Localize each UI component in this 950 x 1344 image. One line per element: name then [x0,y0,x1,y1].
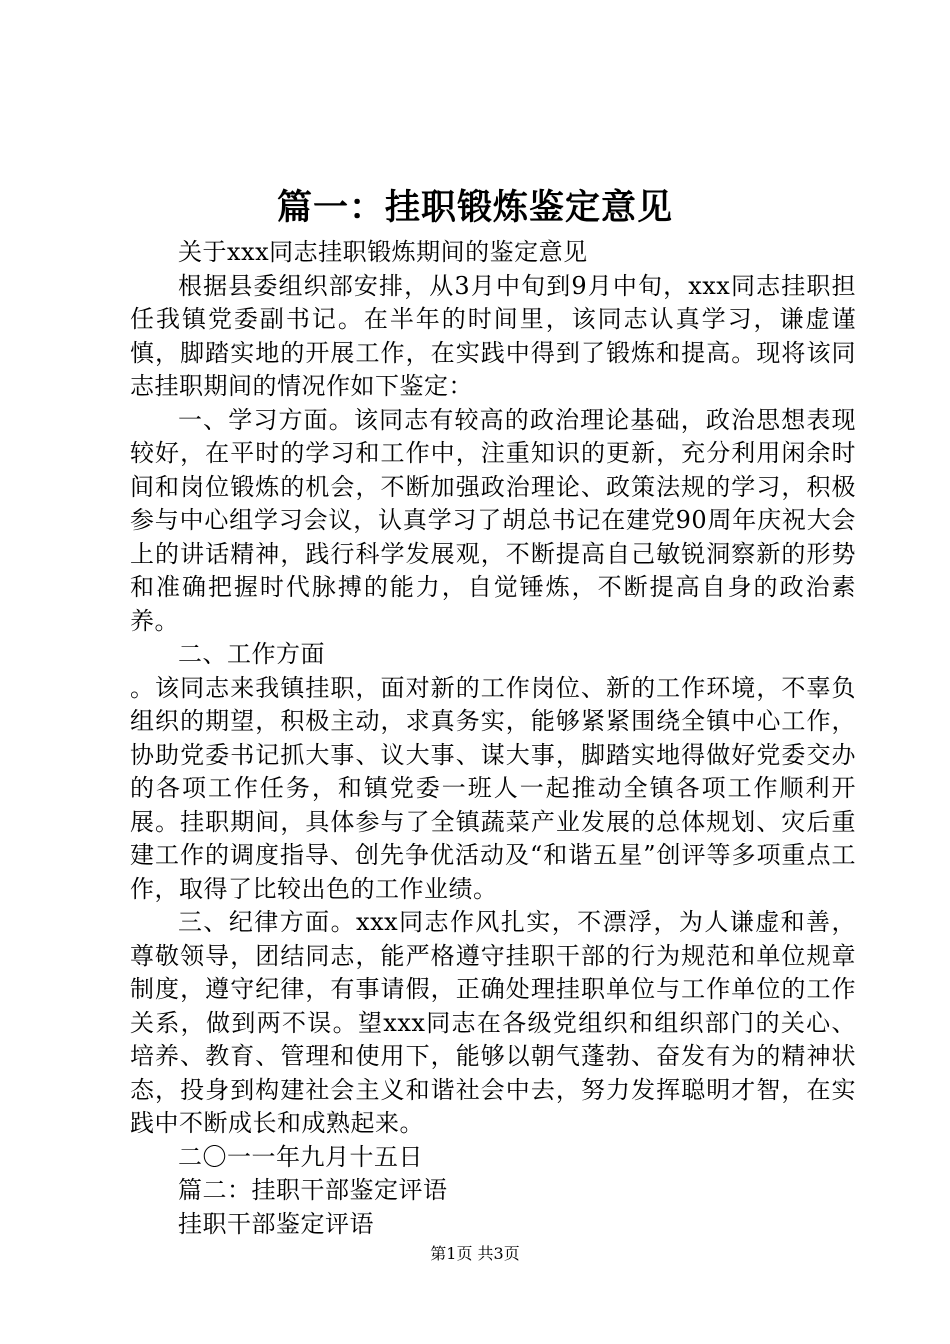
document-title: 篇一：挂职锻炼鉴定意见 [276,187,673,228]
paragraph-study: 一、学习方面。该同志有较高的政治理论基础，政治思想表现较好，在平时的学习和工作中，注重知识的更新，充分利用闲余时间和岗位锻炼的机会，不断加强政治理论、政策法规的学习，积极参与中心组学习会议，认真学习了胡总书记在建党90周年庆祝大会上的讲话精神，践行科学发展观，不断提高自己敏锐洞察新的形势和准确把握时代脉搏的能力，自觉锤炼，不断提高自身的政治素养。 [130,405,856,635]
paragraph-work: 。该同志来我镇挂职，面对新的工作岗位、新的工作环境，不辜负组织的期望，积极主动，求真务实，能够紧紧围绕全镇中心工作，协助党委书记抓大事、议大事、谋大事，脚踏实地得做好党委交办的各项工作任务，和镇党委一班人一起推动全镇各项工作顺利开展。挂职期间，具体参与了全镇蔬菜产业发展的总体规划、灾后重建工作的调度指导、创先争优活动及“和谐五星”创评等多项重点工作，取得了比较出色的工作业绩。 [130,673,856,903]
paragraph-discipline: 三、纪律方面。xxx同志作风扎实，不漂浮，为人谦虚和善，尊敬领导，团结同志，能严格遵守挂职干部的行为规范和单位规章制度，遵守纪律，有事请假，正确处理挂职单位与工作单位的工作关系，做到两不误。望xxx同志在各级党组织和组织部门的关心、培养、教育、管理和使用下，能够以朝气蓬勃、奋发有为的精神状态，投身到构建社会主义和谐社会中去，努力发挥聪明才智，在实践中不断成长和成熟起来。 [130,908,856,1137]
paragraph-section-two-subtitle: 挂职干部鉴定评语 [178,1209,374,1238]
document-body [130,236,856,1241]
paragraph-intro: 根据县委组织部安排，从3月中旬到9月中旬，xxx同志挂职担任我镇党委副书记。在半年的时间里，该同志认真学习，谦虚谨慎，脚踏实地的开展工作，在实践中得到了锻炼和提高。现将该同志挂职期间的情况作如下鉴定： [130,271,856,400]
paragraph-heading: 关于xxx同志挂职锻炼期间的鉴定意见 [178,238,588,266]
paragraph-date: 二〇一一年九月十五日 [178,1142,423,1171]
paragraph-work-heading: 二、工作方面 [178,640,325,668]
paragraph-section-two-title: 篇二：挂职干部鉴定评语 [178,1176,448,1204]
page-footer: 第1页 共3页 [430,1244,520,1263]
